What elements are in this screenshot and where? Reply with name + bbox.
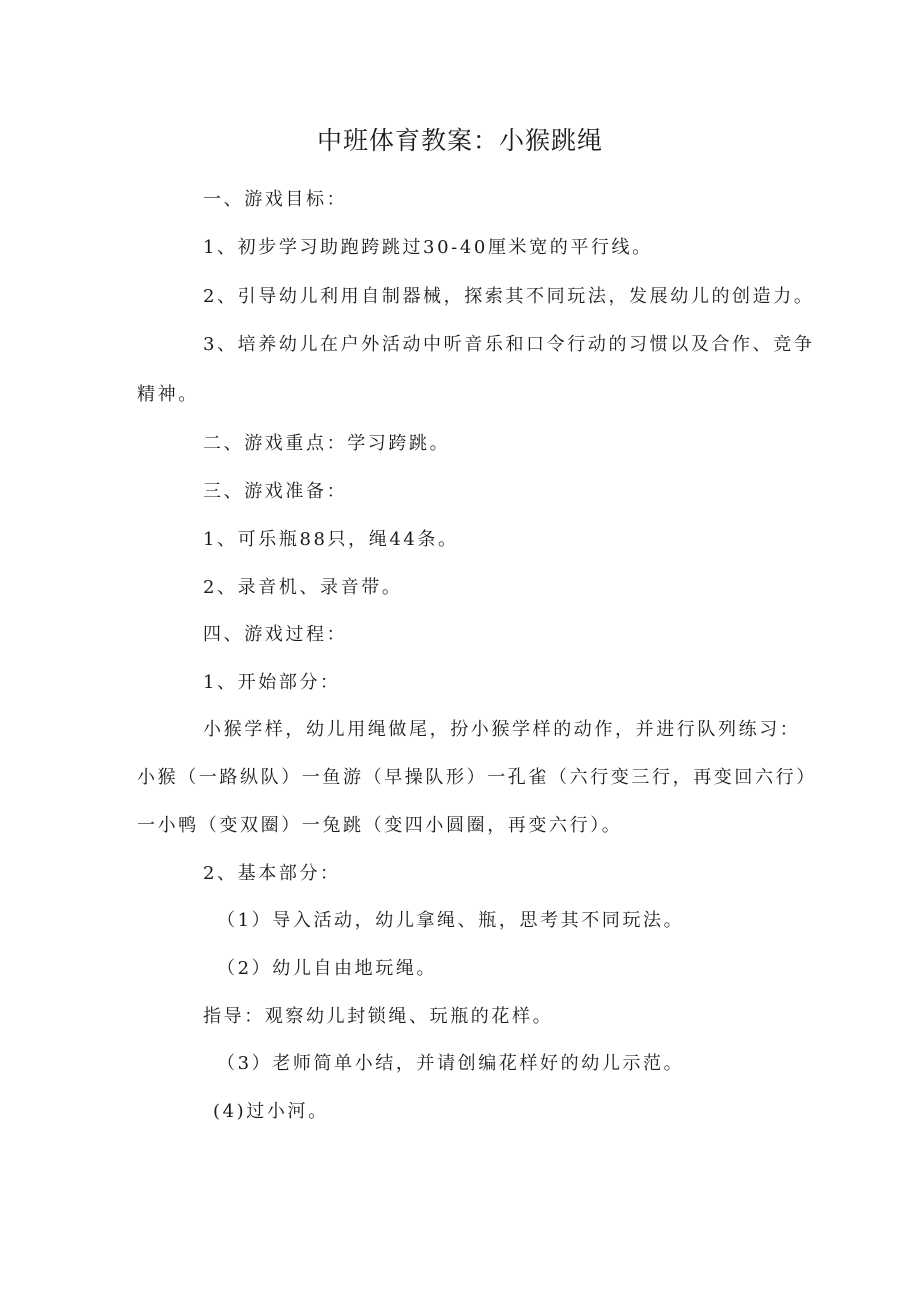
paragraph-goal-1: 1、初步学习助跑跨跳过30-40厘米宽的平行线。 bbox=[203, 237, 653, 258]
section-heading-focus: 二、游戏重点：学习跨跳。 bbox=[203, 433, 451, 454]
paragraph-start-body: 小猴学样，幼儿用绳做尾，扮小猴学样的动作，并进行队列练习： bbox=[203, 719, 801, 740]
paragraph-basic-step-1: （1）导入活动，幼儿拿绳、瓶，思考其不同玩法。 bbox=[217, 910, 685, 931]
paragraph-basic-heading: 2、基本部分： bbox=[203, 863, 341, 884]
paragraph-prep-1: 1、可乐瓶88只，绳44条。 bbox=[203, 529, 459, 550]
paragraph-goal-2: 2、引导幼儿利用自制器械，探索其不同玩法，发展幼儿的创造力。 bbox=[203, 286, 815, 307]
section-heading-preparation: 三、游戏准备： bbox=[203, 481, 348, 502]
document-title: 中班体育教案：小猴跳绳 bbox=[316, 126, 603, 155]
section-heading-goals: 一、游戏目标： bbox=[203, 189, 348, 210]
paragraph-start-body-continued-2: 一小鸭（变双圈）一兔跳（变四小圆圈，再变六行）。 bbox=[137, 815, 623, 836]
section-heading-process: 四、游戏过程： bbox=[203, 624, 348, 645]
paragraph-basic-step-4: (4)过小河。 bbox=[213, 1101, 329, 1122]
paragraph-start-body-continued-1: 小猴（一路纵队）一鱼游（早操队形）一孔雀（六行变三行，再变回六行） bbox=[137, 767, 817, 788]
paragraph-basic-step-2: （2）幼儿自由地玩绳。 bbox=[217, 958, 438, 979]
paragraph-prep-2: 2、录音机、录音带。 bbox=[203, 577, 403, 598]
paragraph-goal-3-continued: 精神。 bbox=[137, 384, 199, 405]
paragraph-guidance: 指导：观察幼儿封锁绳、玩瓶的花样。 bbox=[203, 1006, 554, 1027]
paragraph-goal-3: 3、培养幼儿在户外活动中听音乐和口令行动的习惯以及合作、竞争 bbox=[203, 334, 815, 355]
paragraph-start-heading: 1、开始部分： bbox=[203, 672, 341, 693]
paragraph-basic-step-3: （3）老师简单小结，并请创编花样好的幼儿示范。 bbox=[217, 1053, 685, 1074]
